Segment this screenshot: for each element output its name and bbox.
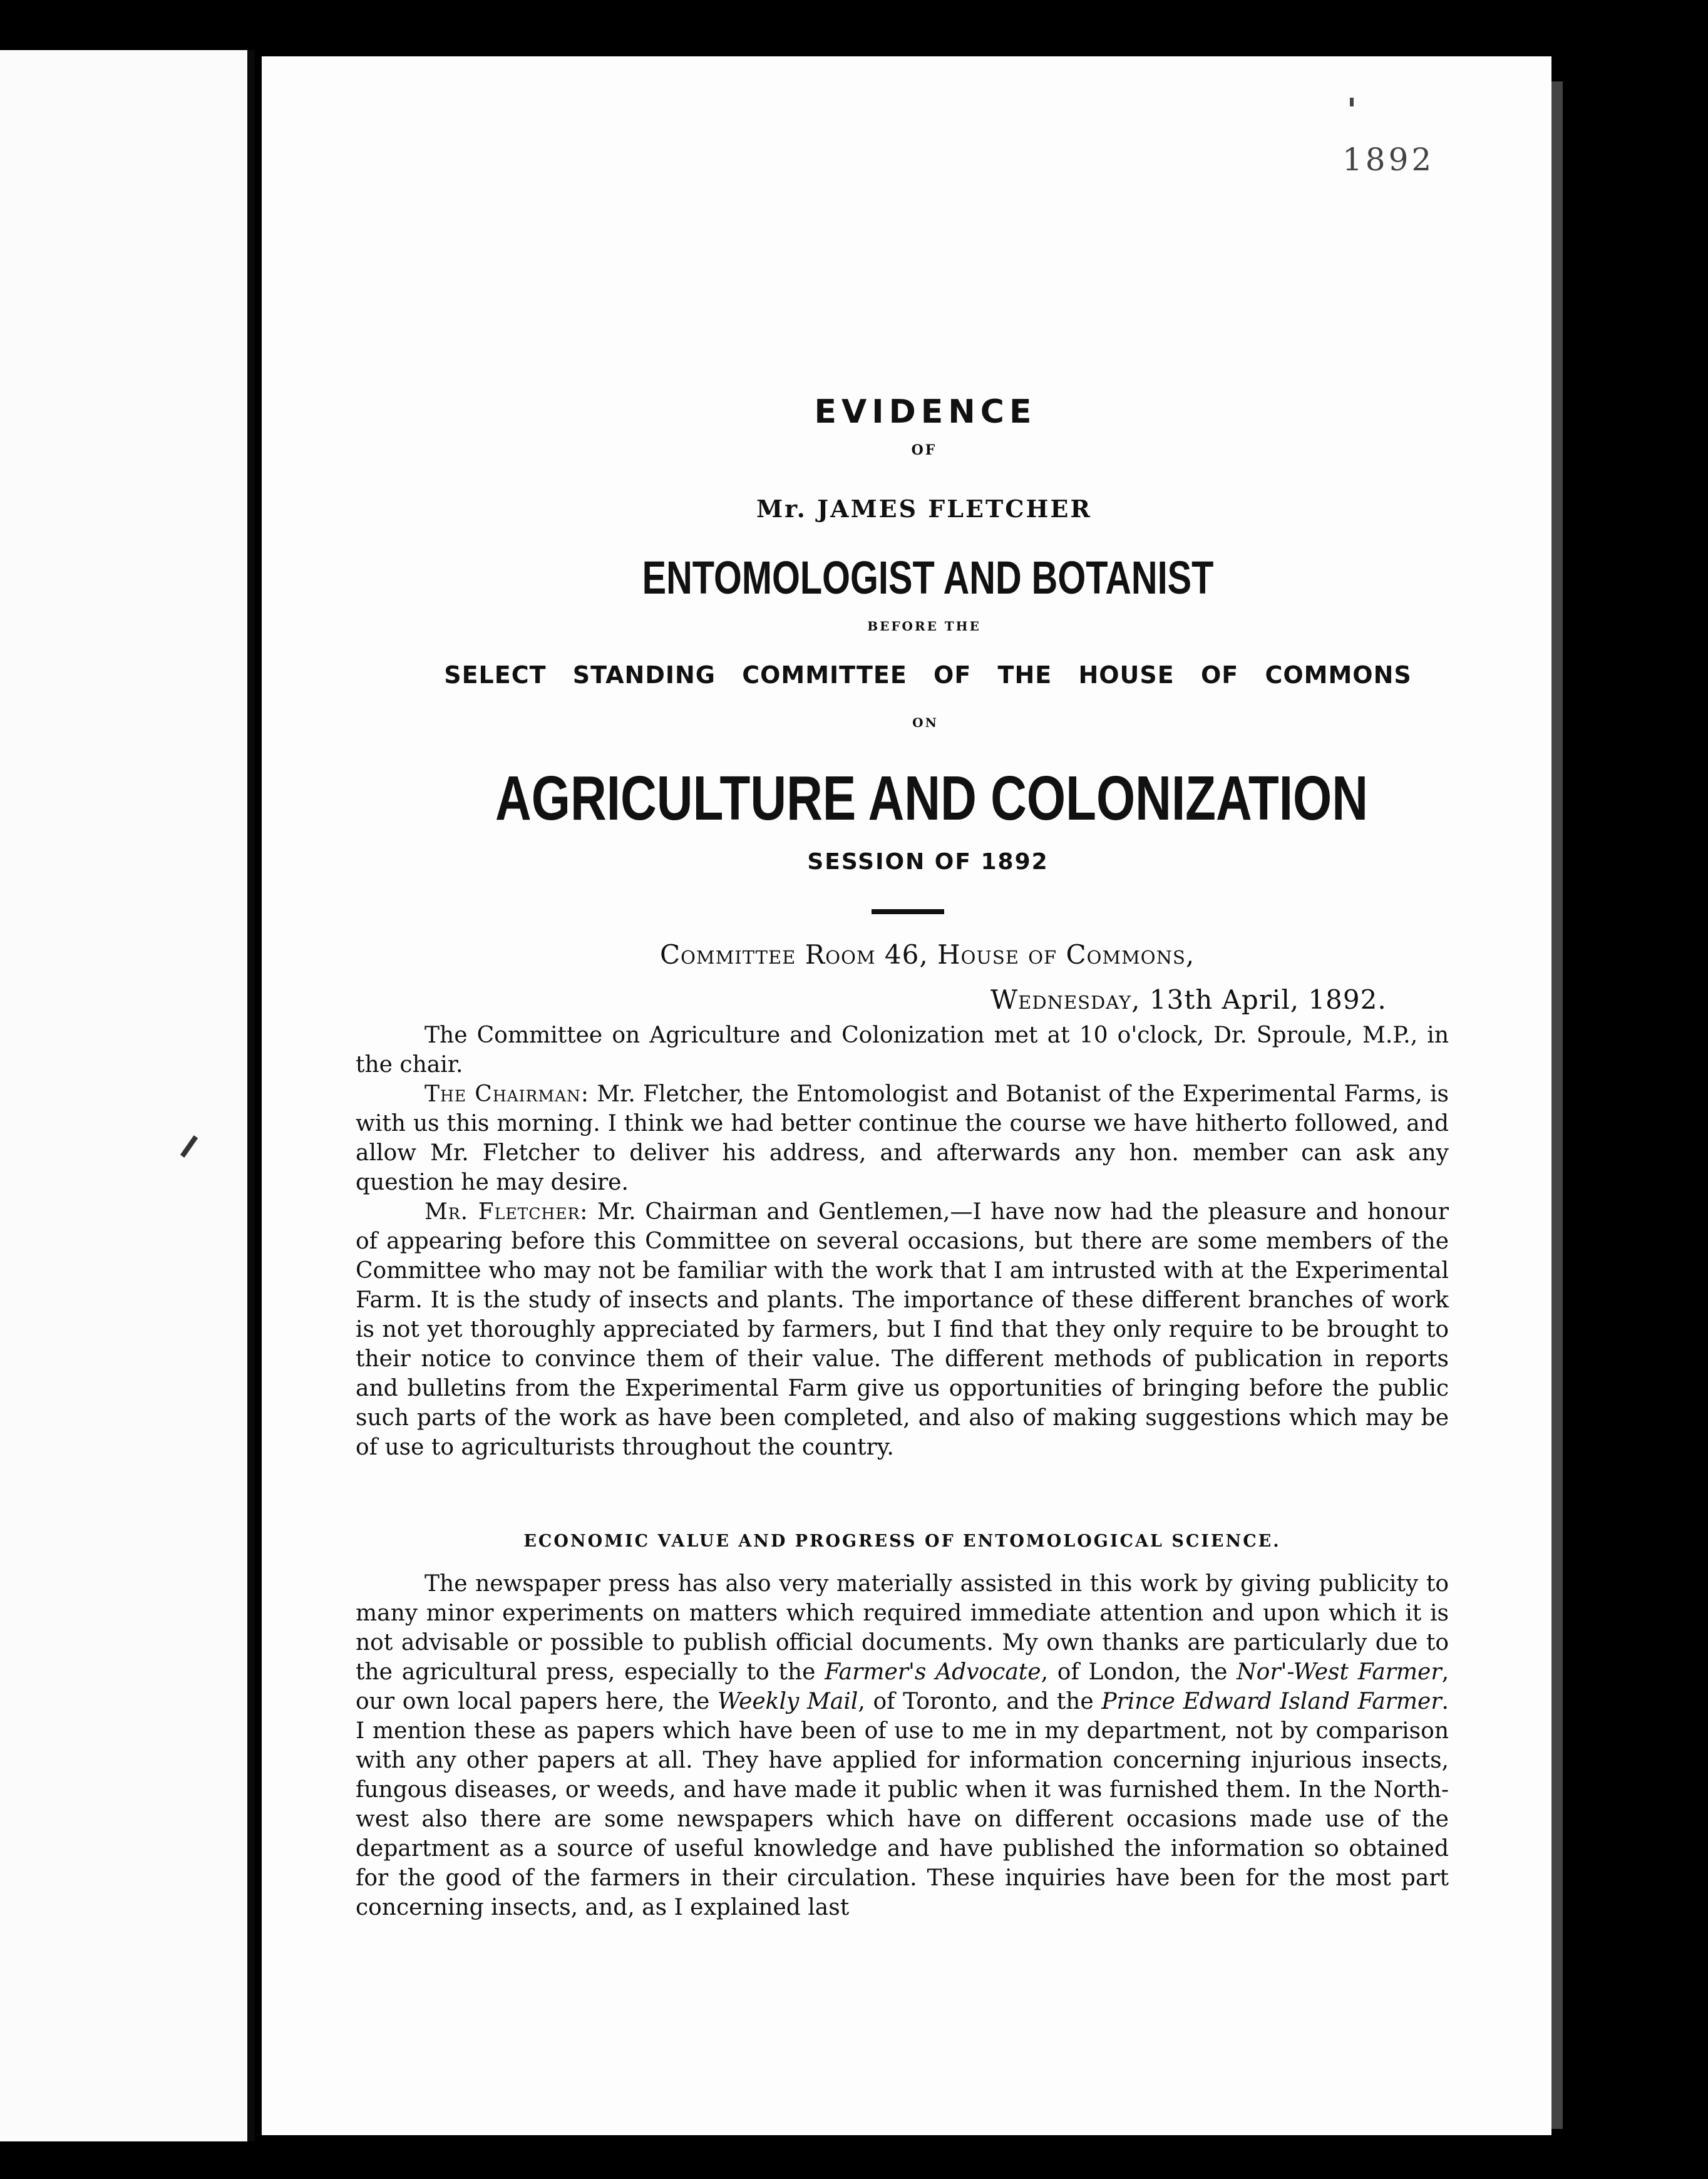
newspaper-title: Weekly Mail (718, 1689, 858, 1714)
year-stamp: 1892 (1342, 142, 1435, 178)
section-text (356, 1569, 1449, 1922)
title-on: ON (912, 715, 939, 730)
text-segment: , of Toronto, and the (858, 1689, 1102, 1714)
newspaper-title: Prince Edward Island Farmer (1101, 1689, 1442, 1714)
facing-page-edge (0, 50, 247, 2141)
dateline-day: 13th April, 1892. (1149, 984, 1387, 1015)
witness-name: Mr. JAMES FLETCHER (756, 495, 1092, 523)
title-before-the: BEFORE THE (867, 619, 981, 634)
paragraph-text: Mr. Fletcher, the Entomologist and Botanist of the Experimental Farms, is with us this morning. I think we had better continue the course we have hitherto followed, and allow Mr. Fletcher to deliver his address, and afterwards any hon. member can ask any question he may desire. (356, 1081, 1449, 1195)
binding-gutter (247, 50, 255, 2141)
paragraph (356, 1569, 1449, 1922)
text-segment: . I mention these as papers which have been of use to me in my department, not by comparison with any other papers at all. They have applied for information concerning injurious insects, fungous diseases, or weeds, and have made it public when it was furnished them. In the North-west also there are some newspapers which have on different occasions made use of the department as a source of useful knowledge and have published the information so obtained for the good of the farmers in their circulation. These inquiries have been for the most part concerning insects, and, as I explained last (356, 1689, 1449, 1920)
newspaper-title: Farmer's Advocate (825, 1659, 1041, 1685)
proceedings-text (356, 1021, 1449, 1462)
session-line: SESSION OF 1892 (807, 849, 1049, 875)
paragraph (356, 1021, 1449, 1079)
text-segment: , our own local papers here, the (356, 1659, 1449, 1714)
paragraph-text: The Committee on Agriculture and Colonization met at 10 o'clock, Dr. Sproule, M.P., in the chair. (356, 1023, 1449, 1078)
scan-border (0, 2141, 1708, 2179)
newspaper-title: Nor'-West Farmer (1237, 1659, 1442, 1685)
dateline-location: Committee Room 46, House of Commons, (660, 939, 1195, 970)
speck-mark (1350, 98, 1354, 106)
text-segment: , of London, the (1041, 1659, 1237, 1685)
speaker-label: The Chairman: (424, 1081, 590, 1107)
title-rule (872, 909, 944, 914)
text-segment: The newspaper press has also very materially assisted in this work by giving publicity to many minor experiments on matters which required immediate attention and upon which it is not advisable or possible to publish official documents. My own thanks are particularly due to the agricultural press, especially to the (356, 1571, 1449, 1685)
paragraph (356, 1079, 1449, 1197)
title-of: OF (911, 442, 937, 458)
dateline-date (990, 984, 1387, 1015)
section-heading: ECONOMIC VALUE AND PROGRESS OF ENTOMOLOGICAL SCIENCE. (523, 1532, 1281, 1551)
title-evidence: EVIDENCE (814, 393, 1037, 431)
speaker-label: Mr. Fletcher: (424, 1199, 589, 1225)
page-edge-shadow (1551, 81, 1563, 2129)
paragraph-text: Mr. Chairman and Gentlemen,—I have now had the pleasure and honour of appearing before this Committee on several occasions, but there are some members of the Committee who may not be familiar with the work that I am intrusted with at the Experimental Farm. It is the study of insects and plants. The importance of these different branches of work is not yet thoroughly appreciated by farmers, but I find that they only require to be brought to their notice to convince them of their value. The different methods of publication in reports and bulletins from the Experimental Farm give us opportunities of bringing before the public such parts of the work as have been completed, and also of making suggestions which may be of use to agriculturists throughout the country. (356, 1199, 1449, 1460)
dateline-weekday: Wednesday, (990, 984, 1141, 1015)
committee-name: SELECT STANDING COMMITTEE OF THE HOUSE OF COMMONS (444, 661, 1412, 689)
witness-role: ENTOMOLOGIST AND BOTANIST (642, 552, 1214, 604)
paragraph (356, 1197, 1449, 1462)
committee-subject: AGRICULTURE AND COLONIZATION (495, 763, 1368, 833)
